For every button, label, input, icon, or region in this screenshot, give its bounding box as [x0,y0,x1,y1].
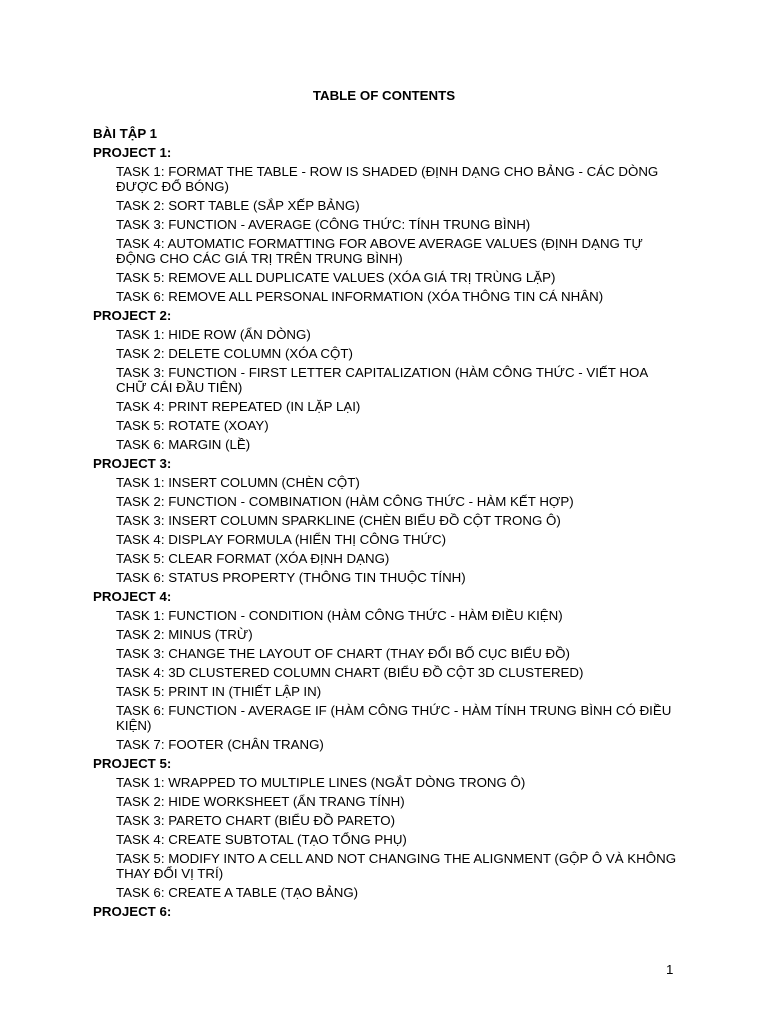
task-item: TASK 3: CHANGE THE LAYOUT OF CHART (THAY ĐỔI BỐ CỤC BIỂU ĐỒ) [116,646,570,661]
task-item: TASK 6: STATUS PROPERTY (THÔNG TIN THUỘC TÍNH) [116,570,466,585]
task-item: TASK 2: MINUS (TRỪ) [116,627,253,642]
task-item: TASK 6: MARGIN (LỀ) [116,437,251,452]
task-item: TASK 1: WRAPPED TO MULTIPLE LINES (NGẮT DÒNG TRONG Ô) [116,775,526,790]
task-item: TASK 2: DELETE COLUMN (XÓA CỘT) [116,346,353,361]
task-item: TASK 6: CREATE A TABLE (TẠO BẢNG) [116,885,359,900]
task-item: TASK 3: FUNCTION - FIRST LETTER CAPITALIZATION (HÀM CÔNG THỨC - VIẾT HOA CHỮ CÁI ĐẦU TIÊN) [116,365,648,395]
task-list [93,775,693,900]
task-item: TASK 4: DISPLAY FORMULA (HIỂN THỊ CÔNG THỨC) [116,532,447,547]
task-item: TASK 5: CLEAR FORMAT (XÓA ĐỊNH DẠNG) [116,551,390,566]
task-item: TASK 1: FUNCTION - CONDITION (HÀM CÔNG THỨC - HÀM ĐIỀU KIỆN) [116,608,563,623]
project-block [93,904,693,919]
task-item: TASK 4: CREATE SUBTOTAL (TẠO TỔNG PHỤ) [116,832,407,847]
project-title: PROJECT 5: [93,756,172,771]
task-item: TASK 1: HIDE ROW (ẨN DÒNG) [116,327,311,342]
task-item: TASK 7: FOOTER (CHÂN TRANG) [116,737,324,752]
task-item: TASK 3: PARETO CHART (BIỂU ĐỒ PARETO) [116,813,396,828]
page-number: 1 [666,962,674,977]
task-item: TASK 4: AUTOMATIC FORMATTING FOR ABOVE AVERAGE VALUES (ĐỊNH DẠNG TỰ ĐỘNG CHO CÁC GIÁ TRỊ TRÊN TRUNG BÌNH) [116,236,643,266]
project-block [93,456,693,585]
toc-title: TABLE OF CONTENTS [312,88,456,103]
section-title: BÀI TẬP 1 [93,126,158,141]
task-item: TASK 4: 3D CLUSTERED COLUMN CHART (BIỂU ĐỒ CỘT 3D CLUSTERED) [116,665,584,680]
task-item: TASK 6: REMOVE ALL PERSONAL INFORMATION (XÓA THÔNG TIN CÁ NHÂN) [116,289,604,304]
project-title: PROJECT 4: [93,589,172,604]
task-item: TASK 5: ROTATE (XOAY) [116,418,269,433]
project-block [93,756,693,900]
task-item: TASK 5: REMOVE ALL DUPLICATE VALUES (XÓA GIÁ TRỊ TRÙNG LẶP) [116,270,556,285]
task-list [93,475,693,585]
project-block [93,308,693,452]
task-item: TASK 2: SORT TABLE (SẮP XẾP BẢNG) [116,198,360,213]
task-item: TASK 4: PRINT REPEATED (IN LẶP LẠI) [116,399,361,414]
project-list [93,145,693,919]
project-block [93,145,693,304]
task-item: TASK 2: HIDE WORKSHEET (ẨN TRANG TÍNH) [116,794,405,809]
project-title: PROJECT 1: [93,145,172,160]
task-item: TASK 5: MODIFY INTO A CELL AND NOT CHANGING THE ALIGNMENT (GỘP Ô VÀ KHÔNG THAY ĐỔI VỊ TRÍ) [116,851,677,881]
project-title: PROJECT 3: [93,456,172,471]
project-title: PROJECT 2: [93,308,172,323]
project-title: PROJECT 6: [93,904,172,919]
task-item: TASK 6: FUNCTION - AVERAGE IF (HÀM CÔNG THỨC - HÀM TÍNH TRUNG BÌNH CÓ ĐIỀU KIỆN) [116,703,672,733]
table-of-contents [93,126,693,923]
task-list [93,164,693,304]
task-item: TASK 1: FORMAT THE TABLE - ROW IS SHADED (ĐỊNH DẠNG CHO BẢNG - CÁC DÒNG ĐƯỢC ĐỔ BÓNG) [116,164,659,194]
task-item: TASK 3: FUNCTION - AVERAGE (CÔNG THỨC: TÍNH TRUNG BÌNH) [116,217,531,232]
task-item: TASK 3: INSERT COLUMN SPARKLINE (CHÈN BIỂU ĐỒ CỘT TRONG Ô) [116,513,561,528]
task-list [93,608,693,752]
task-item: TASK 5: PRINT IN (THIẾT LẬP IN) [116,684,322,699]
task-list [93,327,693,452]
project-block [93,589,693,752]
task-item: TASK 2: FUNCTION - COMBINATION (HÀM CÔNG THỨC - HÀM KẾT HỢP) [116,494,574,509]
task-item: TASK 1: INSERT COLUMN (CHÈN CỘT) [116,475,360,490]
